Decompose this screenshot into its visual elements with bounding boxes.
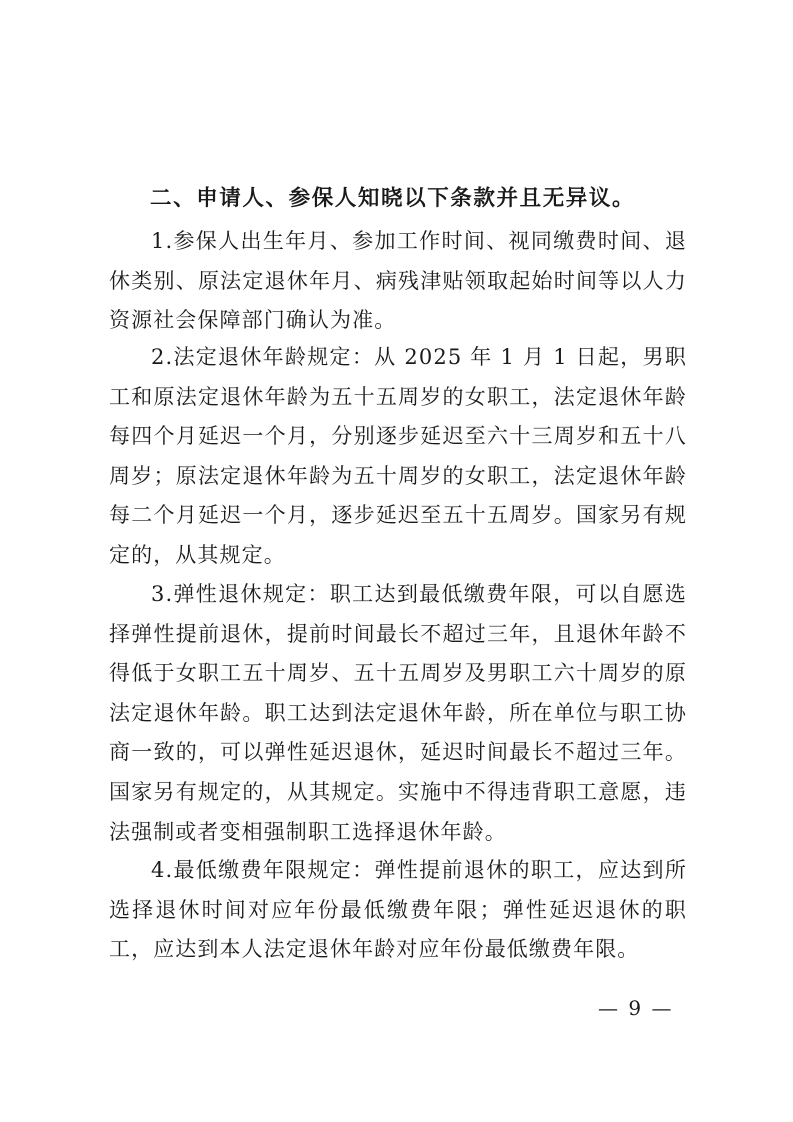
clause-paragraph-3: 3.弹性退休规定：职工达到最低缴费年限，可以自愿选择弹性提前退休，提前时间最长不超过三年，且退休年龄不得低于女职工五十周岁、五十五周岁及男职工六十周岁的原法定退休年龄。职工达到法定退休年龄，所在单位与职工协商一致的，可以弹性延迟退休，延迟时间最长不超过三年。国家另有规定的，从其规定。实施中不得违背职工意愿，违法强制或者变相强制职工选择退休年龄。	[109, 582, 687, 844]
section-heading: 二、申请人、参保人知晓以下条款并且无异议。	[150, 186, 636, 211]
clause-paragraph-4: 4.最低缴费年限规定：弹性提前退休的职工，应达到所选择退休时间对应年份最低缴费年限；弹性延迟退休的职工，应达到本人法定退休年龄对应年份最低缴费年限。	[109, 858, 687, 962]
clause-paragraph-1: 1.参保人出生年月、参加工作时间、视同缴费时间、退休类别、原法定退休年月、病残津贴领取起始时间等以人力资源社会保障部门确认为准。	[109, 229, 687, 333]
page-number: — 9 —	[598, 996, 674, 1020]
clause-paragraph-2: 2.法定退休年龄规定：从 2025 年 1 月 1 日起，男职工和原法定退休年龄为五十五周岁的女职工，法定退休年龄每四个月延迟一个月，分别逐步延迟至六十三周岁和五十八周岁；原法定退休年龄为五十周岁的女职工，法定退休年龄每二个月延迟一个月，逐步延迟至五十五周岁。国家另有规定的，从其规定。	[109, 345, 687, 567]
